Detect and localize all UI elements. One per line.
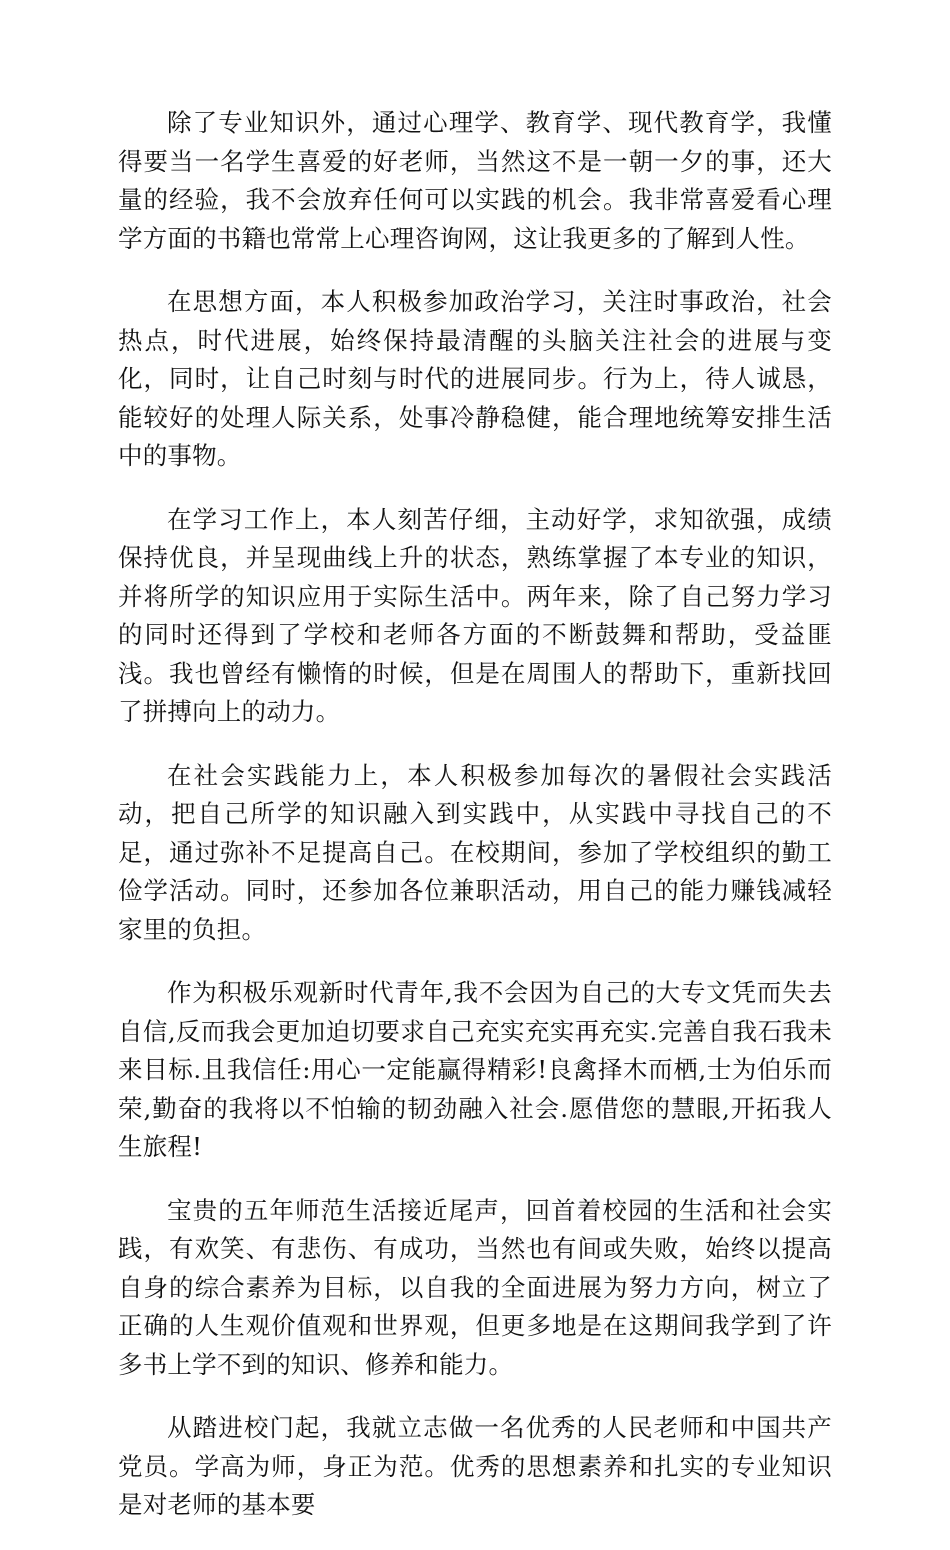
paragraph: 除了专业知识外，通过心理学、教育学、现代教育学，我懂得要当一名学生喜爱的好老师，当然这不是一朝一夕的事，还大量的经验，我不会放弃任何可以实践的机会。我非常喜爱看心理学方面的书籍也常常上心理咨询网，这让我更多的了解到人性。 bbox=[118, 108, 832, 253]
paragraph: 在学习工作上，本人刻苦仔细，主动好学，求知欲强，成绩保持优良，并呈现曲线上升的状态，熟练掌握了本专业的知识，并将所学的知识应用于实际生活中。两年来，除了自己努力学习的同时还得到了学校和老师各方面的不断鼓舞和帮助，受益匪浅。我也曾经有懒惰的时候，但是在周围人的帮助下，重新找回了拼搏向上的动力。 bbox=[118, 504, 832, 726]
paragraph: 宝贵的五年师范生活接近尾声，回首着校园的生活和社会实践，有欢笑、有悲伤、有成功，当然也有间或失败，始终以提高自身的综合素养为目标，以自我的全面进展为努力方向，树立了正确的人生观价值观和世界观，但更多地是在这期间我学到了许多书上学不到的知识、修养和能力。 bbox=[118, 1195, 832, 1379]
paragraph: 在思想方面，本人积极参加政治学习，关注时事政治，社会热点，时代进展，始终保持最清醒的头脑关注社会的进展与变化，同时，让自己时刻与时代的进展同步。行为上，待人诚恳，能较好的处理人际关系，处事冷静稳健，能合理地统筹安排生活中的事物。 bbox=[118, 287, 832, 470]
paragraph: 在社会实践能力上，本人积极参加每次的暑假社会实践活动，把自己所学的知识融入到实践中，从实践中寻找自己的不足，通过弥补不足提高自己。在校期间，参加了学校组织的勤工俭学活动。同时，还参加各位兼职活动，用自己的能力赚钱减轻家里的负担。 bbox=[118, 760, 832, 944]
paragraph: 从踏进校门起，我就立志做一名优秀的人民老师和中国共产党员。学高为师，身正为范。优秀的思想素养和扎实的专业知识是对老师的基本要 bbox=[118, 1413, 832, 1519]
document-body bbox=[118, 104, 832, 1550]
paragraph: 作为积极乐观新时代青年,我不会因为自己的大专文凭而失去自信,反而我会更加迫切要求自己充实充实再充实.完善自我石我未来目标.且我信任:用心一定能赢得精彩!良禽择木而栖,士为伯乐而荣,勤奋的我将以不怕输的韧劲融入社会.愿借您的慧眼,开拓我人生旅程! bbox=[118, 978, 832, 1161]
